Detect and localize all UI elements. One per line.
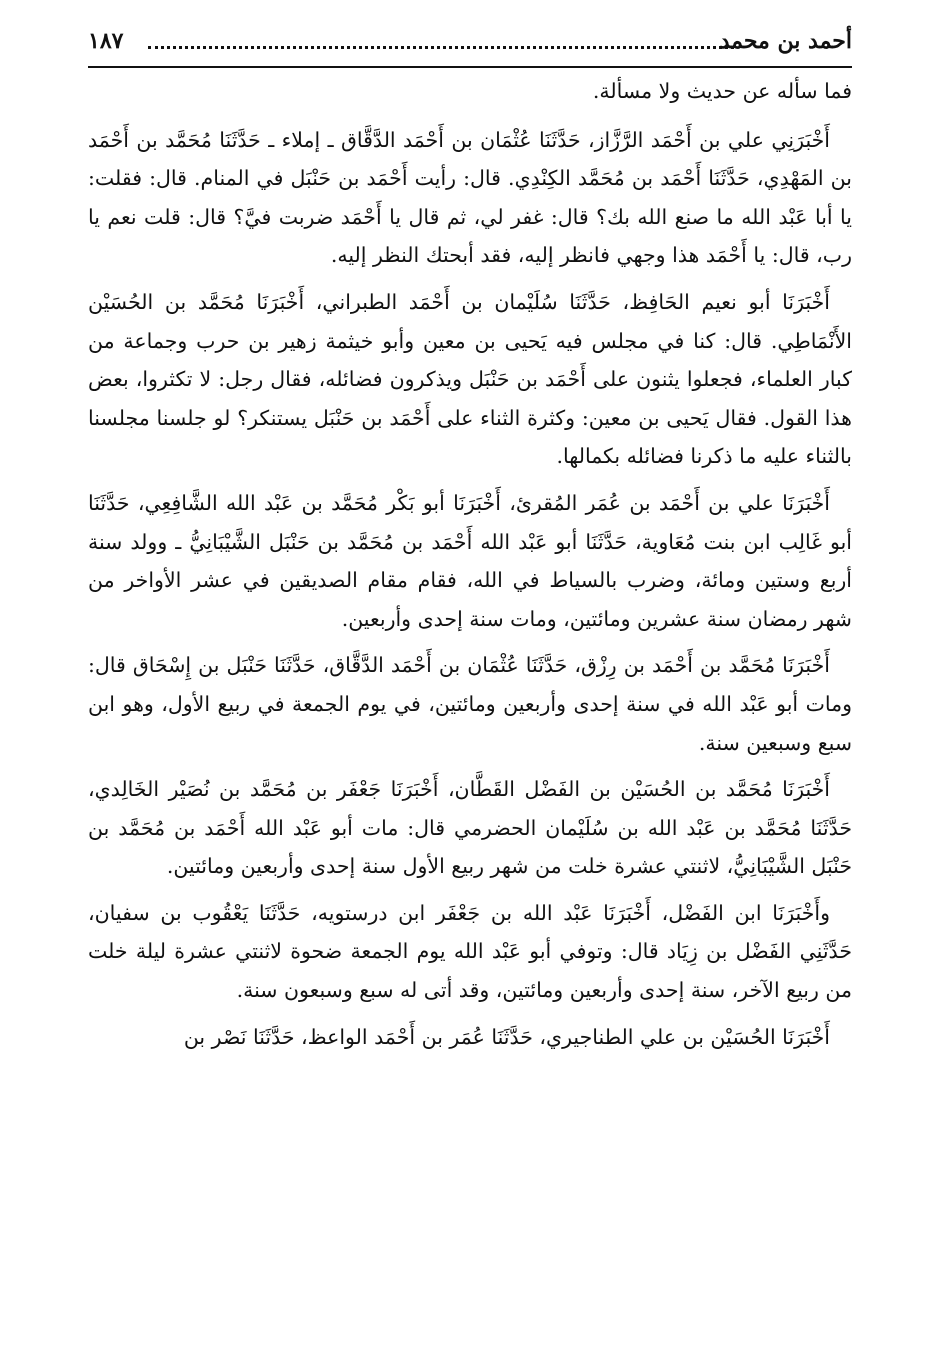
paragraph-8: أَخْبَرَنَا الحُسَيْن بن علي الطناجيري، حَدَّثَنَا عُمَر بن أَحْمَد الواعظ، حَدَّثَنَا نَصْر بن — [183, 1024, 830, 1049]
paragraph-7: وأَخْبَرَنَا ابن الفَضْل، أَخْبَرَنَا عَبْد الله بن جَعْفَر ابن درستويه، حَدَّثَنَا يَعْقُوب بن سفيان، حَدَّثَنِي الفَضْل بن زِيَاد قال: وتوفي أبو عَبْد الله يوم الجمعة ضحوة لاثنتي عشرة ليلة خلت من ربيع الآخر، سنة إحدى وأربعين ومائتين، وقد أتى له سبع وسبعون سنة. — [88, 900, 852, 1003]
paragraph-2: أَخْبَرَنِي علي بن أَحْمَد الرَّزَّاز، حَدَّثَنَا عُثْمَان بن أَحْمَد الدَّقَّاق ـ إملاء ـ حَدَّثَنَا مُحَمَّد بن أَحْمَد بن المَهْدِي، حَدَّثَنَا أَحْمَد بن مُحَمَّد الكِنْدِي. قال: رأيت أَحْمَد بن حَنْبَل في المنام. قال: فقلت: يا أبا عَبْد الله ما صنع الله بك؟ قال: غفر لي، ثم قال يا أَحْمَد ضربت فيَّ؟ قال: قلت نعم يا رب، قال: يا أَحْمَد هذا وجهي فانظر إليه، فقد أبحتك النظر إليه. — [88, 127, 852, 268]
paragraph-6: أَخْبَرَنَا مُحَمَّد بن الحُسَيْن بن الفَضْل القَطَّان، أَخْبَرَنَا جَعْفَر بن مُحَمَّد بن نُصَيْر الخَالِدي، حَدَّثَنَا مُحَمَّد بن عَبْد الله بن سُلَيْمان الحضرمي قال: مات أبو عَبْد الله أَحْمَد بن مُحَمَّد بن حَنْبَل الشَّيْبَانِيُّ، لاثنتي عشرة خلت من شهر ربيع الأول سنة إحدى وأربعين ومائتين. — [88, 777, 852, 879]
page-header — [88, 20, 852, 68]
header-leader-dots — [148, 46, 734, 49]
paragraph-1: فما سأله عن حديث ولا مسألة. — [592, 79, 852, 103]
paragraph-3: أَخْبَرَنَا أبو نعيم الحَافِظ، حَدَّثَنَا سُلَيْمان بن أَحْمَد الطبراني، أَخْبَرَنَا مُحَمَّد بن الحُسَيْن الأَنْمَاطِي. قال: كنا في مجلس فيه يَحيى بن معين وأبو خيثمة زهير بن حرب وجماعة من كبار العلماء، فجعلوا يثنون على أَحْمَد بن حَنْبَل ويذكرون فضائله، فقال رجل: لا تكثروا، بعض هذا القول. فقال يَحيى بن معين: وكثرة الثناء على أَحْمَد بن حَنْبَل يستنكر؟ لو جلسنا مجلسنا بالثناء عليه ما ذكرنا فضائله بكمالها. — [88, 289, 852, 469]
page-number: ١٨٧ — [88, 28, 124, 54]
paragraph-5: أَخْبَرَنَا مُحَمَّد بن أَحْمَد بن رِزْق، حَدَّثَنَا عُثْمَان بن أَحْمَد الدَّقَّاق، حَدَّثَنَا حَنْبَل بن إِسْحَاق قال: ومات أبو عَبْد الله في سنة إحدى وأربعين ومائتين، في يوم الجمعة في ربيع الأول، وهو ابن سبع وسبعين سنة. — [88, 653, 852, 755]
body-text — [88, 72, 852, 1056]
document-page — [88, 20, 852, 1064]
running-title: أحمد بن محمد — [719, 28, 852, 54]
paragraph-4: أَخْبَرَنَا علي بن أَحْمَد بن عُمَر المُقرئ، أَخْبَرَنَا أبو بَكْر مُحَمَّد بن عَبْد الله الشَّافِعِي، حَدَّثَنَا أبو غَالِب ابن بنت مُعَاوية، حَدَّثَنَا أبو عَبْد الله أَحْمَد بن مُحَمَّد بن حَنْبَل الشَّيْبَانِيُّ ـ وولد سنة أربع وستين ومائة، وضرب بالسياط في الله، فقام مقام الصديقين في عشر الأواخر من شهر رمضان سنة عشرين ومائتين، ومات سنة إحدى وأربعين. — [88, 490, 852, 631]
